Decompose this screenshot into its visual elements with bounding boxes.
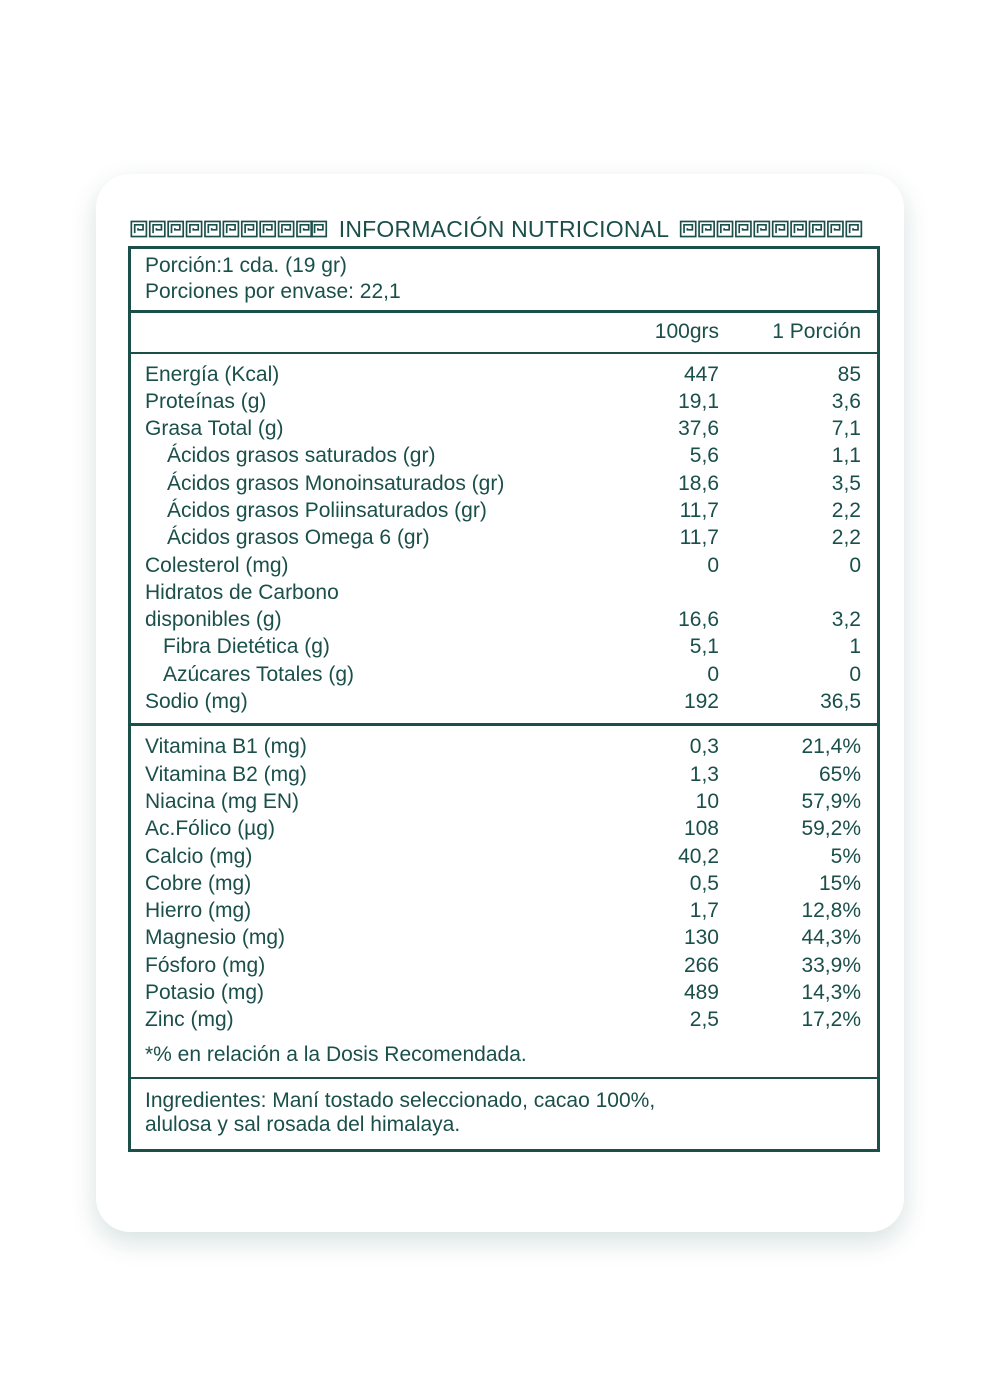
nutrient-name: Ac.Fólico (µg) xyxy=(145,817,275,841)
nutrient-value-100g: 2,5 xyxy=(689,1008,719,1032)
nutrient-name: disponibles (g) xyxy=(145,608,282,632)
table-row xyxy=(131,979,877,1006)
nutrient-value-portion: 85 xyxy=(837,362,861,386)
greek-key-left-icon xyxy=(128,218,329,240)
nutrient-value-100g: 0 xyxy=(707,553,719,577)
ingredients-block xyxy=(128,1079,880,1149)
nutrient-value-portion: 2,2 xyxy=(831,499,861,522)
nutrient-name: Vitamina B2 (mg) xyxy=(145,762,307,786)
column-header-row xyxy=(131,313,877,351)
table-row xyxy=(131,354,877,388)
nutrient-value-portion: 33,9% xyxy=(801,953,861,977)
table-row xyxy=(131,552,877,579)
table-row xyxy=(131,415,877,442)
nutrient-name: Proteínas (g) xyxy=(145,389,267,413)
nutrient-value-100g: 11,7 xyxy=(679,499,719,522)
nutrient-value-100g: 0,5 xyxy=(689,871,719,895)
table-row xyxy=(131,924,877,951)
nutrient-value-100g: 5,6 xyxy=(689,444,719,468)
table-row xyxy=(131,661,877,688)
ingredients-line-1: Ingredientes: Maní tostado seleccionado, cacao 100%, xyxy=(145,1088,656,1112)
nutrient-value-portion: 17,2% xyxy=(801,1008,861,1032)
nutrient-name: Potasio (mg) xyxy=(145,981,265,1005)
nutrient-name: Ácidos grasos Omega 6 (gr) xyxy=(167,526,430,550)
nutrient-name: Calcio (mg) xyxy=(145,844,253,868)
nutrient-value-100g: 192 xyxy=(683,690,719,714)
greek-key-right-icon xyxy=(679,218,880,240)
ingredients-text xyxy=(131,1079,877,1149)
nutrient-name: Zinc (mg) xyxy=(145,1008,234,1032)
nutrient-value-portion: 14,3% xyxy=(801,981,861,1005)
table-row xyxy=(131,688,877,723)
nutrient-name: Magnesio (mg) xyxy=(145,926,286,950)
macronutrients-table xyxy=(131,354,877,724)
nutrient-value-portion: 5% xyxy=(830,844,861,868)
nutrient-name: Fósforo (mg) xyxy=(145,953,266,977)
nutrient-name: Sodio (mg) xyxy=(145,690,248,714)
nutrient-value-portion: 0 xyxy=(849,553,861,577)
nutrient-name: Fibra Dietética (g) xyxy=(163,635,330,659)
nutrient-value-100g: 19,1 xyxy=(678,389,719,413)
table-row xyxy=(131,726,877,760)
nutrient-name: Ácidos grasos saturados (gr) xyxy=(167,444,436,468)
table-row xyxy=(131,788,877,815)
nutrient-value-100g: 130 xyxy=(683,926,719,950)
table-row xyxy=(131,388,877,415)
nutrient-value-portion: 59,2% xyxy=(801,817,861,841)
table-row xyxy=(131,897,877,924)
nutrient-value-100g: 5,1 xyxy=(689,635,719,659)
nutrient-value-portion: 1,1 xyxy=(831,444,861,468)
nutrient-value-portion: 0 xyxy=(849,662,861,686)
footnote: *% en relación a la Dosis Recomendada. xyxy=(145,1042,527,1066)
nutrient-value-100g: 0 xyxy=(707,662,719,686)
column-header-table xyxy=(131,313,877,351)
col-header-name xyxy=(131,313,579,351)
table-row xyxy=(131,815,877,842)
table-row xyxy=(131,1006,877,1033)
nutrient-value-portion: 3,2 xyxy=(831,608,861,632)
nutrient-value-100g: 108 xyxy=(683,817,719,841)
nutrient-value-100g: 16,6 xyxy=(678,608,719,632)
table-row xyxy=(131,442,877,469)
nutrient-value-100g: 266 xyxy=(683,953,719,977)
micronutrients-table xyxy=(131,726,877,1033)
nutrient-name: Grasa Total (g) xyxy=(145,417,284,441)
nutrient-value-100g: 447 xyxy=(683,362,719,386)
nutrient-value-100g: 18,6 xyxy=(678,471,719,495)
nutrient-value-portion: 15% xyxy=(818,871,861,895)
table-row xyxy=(131,843,877,870)
table-row xyxy=(131,633,877,660)
nutrient-value-100g: 37,6 xyxy=(678,417,719,441)
nutrient-value-portion: 1 xyxy=(849,635,861,659)
nutrient-value-100g: 11,7 xyxy=(679,526,719,550)
nutrient-value-portion: 2,2 xyxy=(831,526,861,550)
nutrient-name: Colesterol (mg) xyxy=(145,553,289,577)
servings-per-container: Porciones por envase: 22,1 xyxy=(145,279,401,303)
nutrient-value-portion: 44,3% xyxy=(801,926,861,950)
nutrient-value-portion: 3,5 xyxy=(831,471,861,495)
nutrient-value-portion: 3,6 xyxy=(831,389,861,413)
table-row xyxy=(131,470,877,497)
nutrient-value-portion: 36,5 xyxy=(820,690,861,714)
macronutrients-block xyxy=(128,354,880,724)
nutrient-name: Cobre (mg) xyxy=(145,871,252,895)
panel-header xyxy=(128,212,880,246)
table-row xyxy=(131,606,877,633)
nutrient-value-portion: 7,1 xyxy=(831,417,861,441)
nutrient-value-portion xyxy=(721,579,877,606)
table-row xyxy=(131,952,877,979)
nutrient-value-100g: 0,3 xyxy=(689,735,719,759)
table-row xyxy=(131,524,877,551)
nutrient-name: Hidratos de Carbono xyxy=(145,580,339,604)
nutrient-value-portion: 21,4% xyxy=(801,735,861,759)
nutrient-name: Energía (Kcal) xyxy=(145,362,280,386)
nutrient-name: Vitamina B1 (mg) xyxy=(145,735,307,759)
panel-title: INFORMACIÓN NUTRICIONAL xyxy=(338,215,670,242)
table-row xyxy=(131,497,877,524)
serving-size: Porción:1 cda. (19 gr) xyxy=(145,254,347,277)
serving-block xyxy=(128,249,880,310)
nutrient-value-100g: 40,2 xyxy=(678,844,719,868)
nutrient-value-portion: 12,8% xyxy=(801,899,861,923)
nutrient-name: Hierro (mg) xyxy=(145,899,252,923)
nutrition-facts-panel xyxy=(128,212,880,1152)
nutrient-name: Azúcares Totales (g) xyxy=(163,662,355,686)
nutrient-name: Niacina (mg EN) xyxy=(145,789,300,813)
nutrient-value-portion: 65% xyxy=(818,762,861,786)
col-header-100g: 100grs xyxy=(654,320,719,344)
column-header-block xyxy=(128,313,880,351)
nutrient-name: Ácidos grasos Poliinsaturados (gr) xyxy=(167,499,487,522)
table-row xyxy=(131,870,877,897)
nutrient-value-portion: 57,9% xyxy=(801,789,861,813)
nutrient-value-100g: 1,7 xyxy=(689,899,719,923)
rule-bottom xyxy=(128,1149,880,1152)
ingredients-line-2: alulosa y sal rosada del himalaya. xyxy=(145,1112,461,1136)
nutrient-value-100g: 10 xyxy=(695,789,719,813)
nutrient-value-100g: 1,3 xyxy=(689,762,719,786)
table-row xyxy=(131,761,877,788)
nutrient-name: Ácidos grasos Monoinsaturados (gr) xyxy=(167,471,505,495)
nutrient-value-100g: 489 xyxy=(683,981,719,1005)
table-row xyxy=(131,579,877,606)
micronutrients-block xyxy=(128,726,880,1076)
nutrient-value-100g xyxy=(579,579,721,606)
col-header-portion: 1 Porción xyxy=(772,320,861,344)
